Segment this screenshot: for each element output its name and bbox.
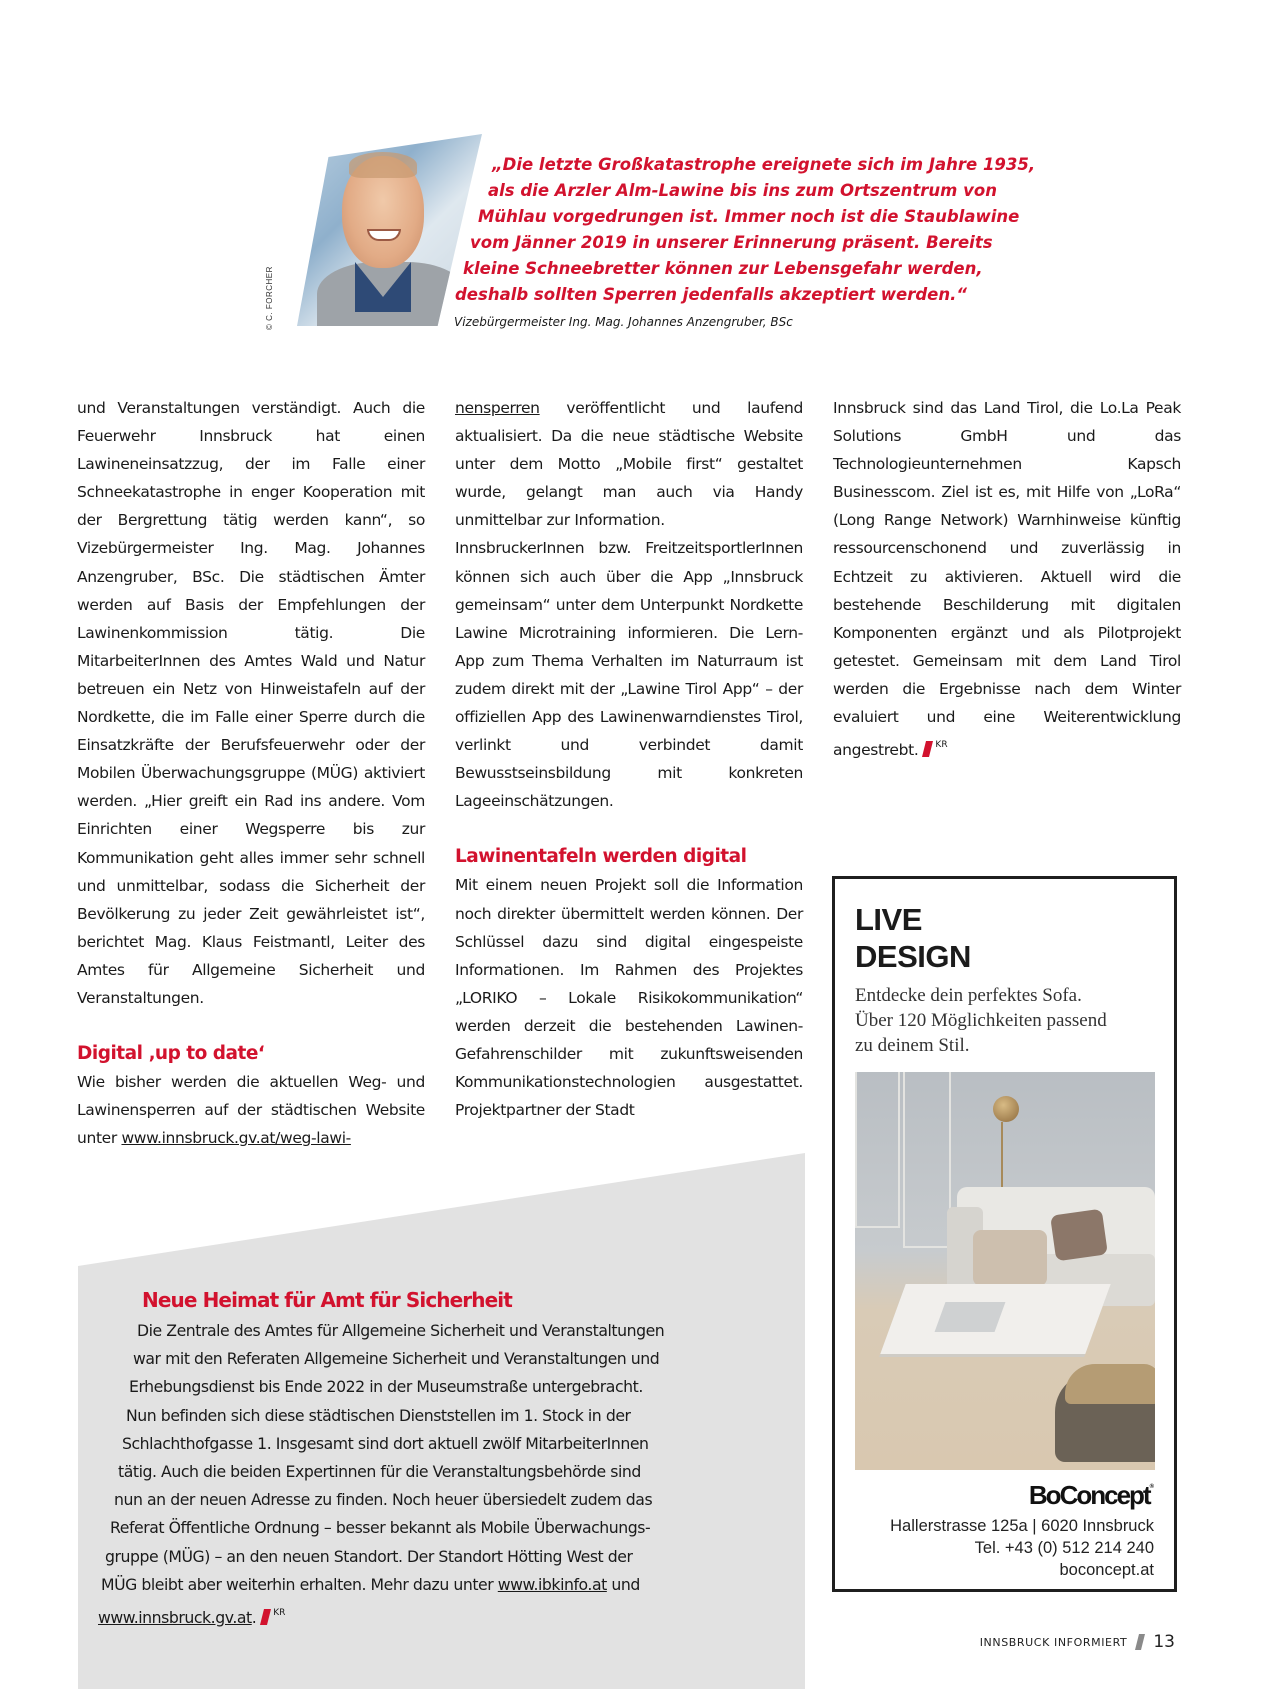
page-footer — [980, 1632, 1175, 1652]
end-mark-icon — [260, 1609, 271, 1625]
ibkinfo-link[interactable]: www.ibkinfo.at — [497, 1574, 607, 1594]
info-box-body — [0, 1317, 800, 1632]
paragraph — [455, 394, 803, 534]
info-text: und — [606, 1574, 640, 1594]
info-text: MÜG bleibt aber weiterhin erhalten. Mehr dazu unter — [101, 1574, 498, 1594]
ad-website[interactable]: boconcept.at — [1059, 1561, 1154, 1579]
article-column-3 — [833, 394, 1181, 764]
ad-copy-line: zu deinem Stil. — [855, 1035, 970, 1056]
brand-name: BoConcept — [1028, 1480, 1150, 1510]
boconcept-logo — [1029, 1480, 1154, 1511]
paragraph: und Veranstaltungen verständigt. Auch die Feuerwehr Innsbruck hat einen Lawineneinsatzzug, der im Falle einer Schneekatastrophe in enger Kooperation mit der Bergrettung tätig werden kann“, so Vizebürgermeister Ing. Mag. Johannes Anzengruber, BSc. Die städtischen Ämter werden auf Basis der Empfehlungen der Lawinenkommission tätig. Die MitarbeiterInnen des Amtes Wald und Natur betreuen ein Netz von Hinweistafeln auf der Nordkette, die im Falle einer Sperre durch die Einsatzkräfte der Berufsfeuerwehr oder der Mobilen Überwachungsgruppe (MÜG) aktiviert werden. „Hier greift ein Rad ins andere. Vom Einrichten einer Wegsperre bis zur Kommunikation geht alles immer sehr schnell und unmittelbar, sodass die Sicherheit der Bevölkerung zu jeder Zeit gewährleistet ist“, berichtet Mag. Klaus Feistmantl, Leiter des Amtes für Allgemeine Sicherheit und Veranstaltungen. — [77, 399, 425, 1007]
floor-lamp-pole — [1001, 1122, 1003, 1192]
paragraph — [77, 1068, 425, 1152]
quote-line: Mühlau vorgedrungen ist. Immer noch ist die Staublawine — [478, 207, 1020, 226]
shelf-unit — [855, 1072, 900, 1228]
info-line: tätig. Auch die beiden Expertinnen für die Veranstaltungsbehörde sind — [118, 1462, 641, 1482]
sofa-throw — [973, 1230, 1047, 1286]
quote-author: Vizebürgermeister Ing. Mag. Johannes Anzengruber, BSc — [454, 315, 793, 329]
paragraph-text: Wie bisher werden die aktuellen Weg- und Lawinensperren auf der städtischen Website unter — [77, 1073, 425, 1148]
author-initials: KR — [935, 740, 948, 751]
quote-line: deshalb sollten Sperren jedenfalls akzeptiert werden.“ — [455, 285, 968, 304]
paragraph: InnsbruckerInnen bzw. FreitzeitsportlerInnen können sich auch über die App „Innsbruck gemeinsam“ unter dem Unterpunkt Nordkette Lawine Microtraining informieren. Die Lern-App zum Thema Verhalten im Naturraum ist zudem direkt mit der „Lawine Tirol App“ – der offiziellen App des Lawinenwarndienstes Tirol, verlinkt und verbindet damit Bewusstseinsbildung mit konkreten Lageeinschätzungen. — [455, 539, 803, 811]
quote-line: kleine Schneebretter können zur Lebensgefahr werden, — [463, 259, 983, 278]
website-link[interactable]: www.innsbruck.gv.at/weg-lawi- — [121, 1129, 351, 1148]
ad-address: Hallerstrasse 125a | 6020 Innsbruck — [890, 1517, 1154, 1535]
paragraph-text: veröffentlicht und laufend aktualisiert. Da die neue städtische Website unter dem Motto „Mobile first“ gestaltet wurde, gelangt man auch via Handy unmittelbar zur Information. — [455, 399, 803, 530]
end-mark-icon — [922, 741, 933, 757]
info-line: Schlachthofgasse 1. Insgesamt sind dort aktuell zwölf MitarbeiterInnen — [122, 1433, 649, 1453]
info-line — [98, 1599, 898, 1632]
ad-copy — [855, 983, 1165, 1058]
section-heading-lawinentafeln: Lawinentafeln werden digital — [455, 846, 747, 868]
page-number: 13 — [1153, 1632, 1175, 1652]
pull-quote — [440, 152, 1036, 308]
author-initials: KR — [273, 1608, 286, 1619]
ad-contact — [890, 1515, 1154, 1581]
boconcept-advertisement[interactable] — [832, 876, 1177, 1592]
article-column-1 — [77, 394, 425, 1152]
sofa-pillow — [1050, 1209, 1108, 1262]
shelf-unit — [903, 1072, 951, 1248]
quote-line: vom Jänner 2019 in unserer Erinnerung präsent. Bereits — [470, 233, 993, 252]
ad-headline — [855, 901, 971, 975]
ad-copy-line: Über 120 Möglichkeiten passend — [855, 1010, 1107, 1031]
registered-mark: ® — [1149, 1484, 1154, 1490]
info-line — [101, 1571, 901, 1599]
publication-name: INNSBRUCK INFORMIERT — [979, 1635, 1128, 1649]
info-line: Erhebungsdienst bis Ende 2022 in der Museumstraße untergebracht. — [129, 1377, 643, 1397]
info-line: war mit den Referaten Allgemeine Sicherheit und Veranstaltungen und — [133, 1349, 660, 1369]
coffee-table-books — [935, 1302, 1006, 1332]
slash-divider-icon — [1135, 1634, 1145, 1650]
paragraph-text: Innsbruck sind das Land Tirol, die Lo.La Peak Solutions GmbH und das Technologieunternehmen Kapsch Businesscom. Ziel ist es, mit Hilfe von „LoRa“ (Long Range Network) Warnhinweise künftig ressourcenschonend und zuverlässig in Echtzeit zu aktivieren. Aktuell wird die bestehende Beschilderung mit digitalen Komponenten ergänzt und als Pilotprojekt getestet. Gemeinsam mit dem Land Tirol werden die Ergebnisse nach dem Winter evaluiert und eine Weiterentwicklung angestrebt. — [833, 399, 1181, 760]
portrait-hair — [349, 152, 417, 178]
info-line: nun an der neuen Adresse zu finden. Noch heuer übersiedelt zudem das — [114, 1490, 653, 1510]
info-line: gruppe (MÜG) – an den neuen Standort. Der Standort Hötting West der — [105, 1546, 633, 1566]
info-box-title: Neue Heimat für Amt für Sicherheit — [142, 1288, 512, 1312]
info-line: Die Zentrale des Amtes für Allgemeine Sicherheit und Veranstaltungen — [137, 1321, 665, 1340]
ad-headline-line: DESIGN — [855, 939, 971, 974]
section-heading-digital: Digital ‚up to date‘ — [77, 1043, 265, 1065]
website-link-continued[interactable]: nensperren — [455, 399, 540, 417]
article-column-2 — [455, 394, 803, 1124]
photo-credit: © C. FORCHER — [265, 266, 274, 330]
ad-phone: Tel. +43 (0) 512 214 240 — [974, 1539, 1154, 1557]
info-text: . — [251, 1608, 257, 1628]
ad-headline-line: LIVE — [855, 902, 922, 937]
quote-line: „Die letzte Großkatastrophe ereignete sich im Jahre 1935, — [492, 155, 1036, 174]
floor-lamp-icon — [993, 1096, 1019, 1122]
ad-copy-line: Entdecke dein perfektes Sofa. — [855, 985, 1082, 1006]
info-line: Nun befinden sich diese städtischen Dienststellen im 1. Stock in der — [126, 1405, 631, 1425]
info-line: Referat Öffentliche Ordnung – besser bekannt als Mobile Überwachungs- — [110, 1518, 651, 1538]
innsbruck-website-link[interactable]: www.innsbruck.gv.at — [98, 1608, 252, 1628]
quote-line: als die Arzler Alm-Lawine bis ins zum Ortszentrum von — [488, 181, 997, 200]
paragraph: Mit einem neuen Projekt soll die Information noch direkter übermittelt werden können. Der Schlüssel dazu sind digital eingespeiste Informationen. Im Rahmen des Projektes „LORIKO – Lokale Risikokommunikation“ werden derzeit die bestehenden Lawinen-Gefahrenschilder mit zukunftsweisenden Kommunikationstechnologien ausgestattet. Projektpartner der Stadt — [455, 876, 803, 1120]
paragraph — [833, 394, 1181, 764]
living-room-photo — [855, 1072, 1155, 1470]
armchair-back — [1065, 1364, 1155, 1404]
